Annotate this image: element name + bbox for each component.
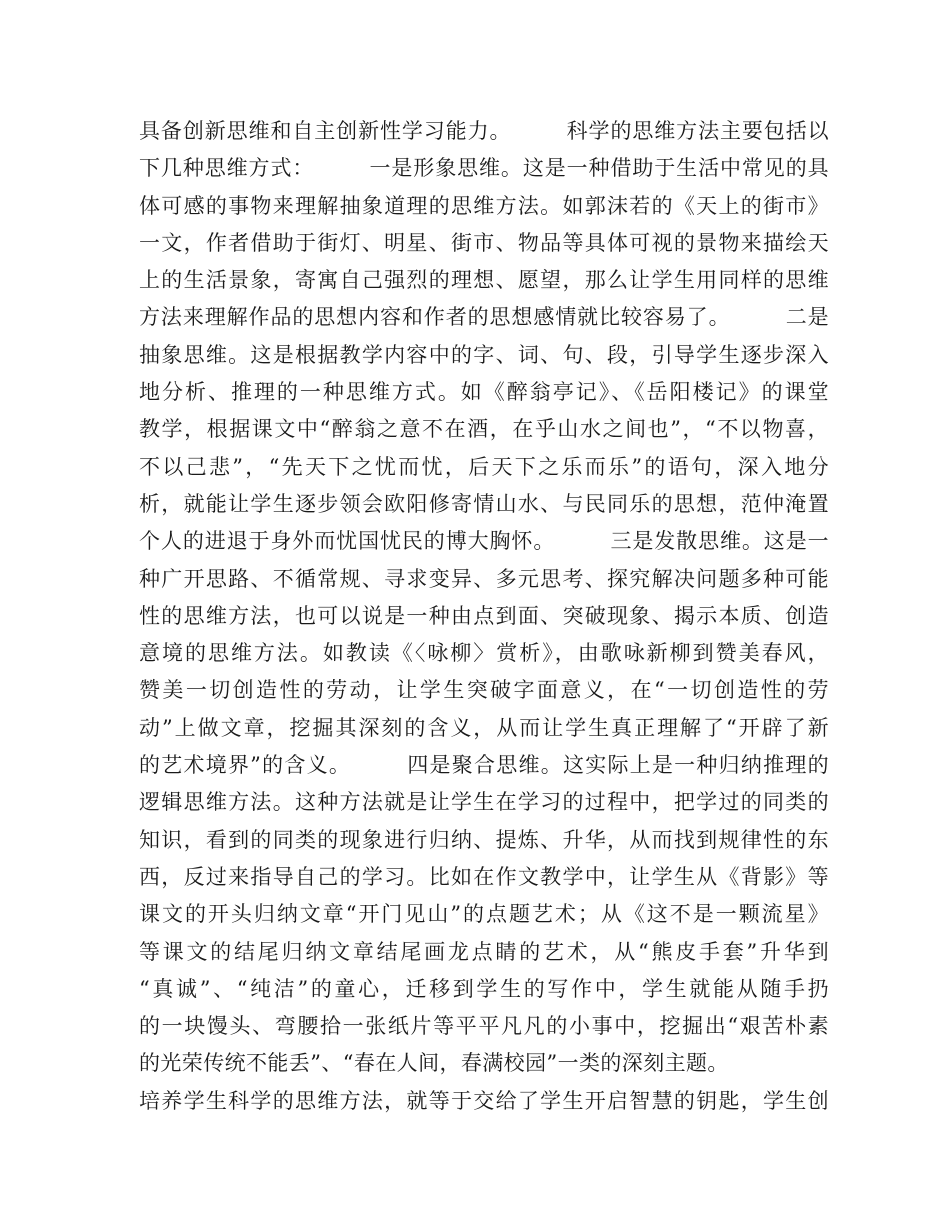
text-line-2: 下几种思维方式： 一是形象思维。这是一种借助于生活中常见的具 (139, 156, 829, 181)
text-line-6: 方法来理解作品的思想内容和作者的思想感情就比较容易了。 二是 (139, 305, 829, 330)
text-line-10: 不以己悲”，“先天下之忧而忧，后天下之乐而乐”的语句，深入地分 (139, 454, 829, 479)
text-line-23: 等课文的结尾归纳文章结尾画龙点睛的艺术，从“熊皮手套”升华到 (139, 939, 829, 964)
text-line-24: “真诚”、“纯洁”的童心，迁移到学生的写作中，学生就能从随手扔 (139, 976, 829, 1001)
text-line-21: 西，反过来指导自己的学习。比如在作文教学中，让学生从《背影》等 (139, 864, 829, 889)
text-line-4: 一文，作者借助于街灯、明星、街市、物品等具体可视的景物来描绘天 (139, 230, 829, 255)
text-line-20: 知识，看到的同类的现象进行归纳、提炼、升华，从而找到规律性的东 (139, 827, 829, 852)
text-line-27: 培养学生科学的思维方法，就等于交给了学生开启智慧的钥匙，学生创 (139, 1088, 829, 1113)
text-line-1: 具备创新思维和自主创新性学习能力。 科学的思维方法主要包括以 (139, 119, 829, 143)
text-line-18: 的艺术境界”的含义。 四是聚合思维。这实际上是一种归纳推理的 (139, 753, 829, 778)
text-line-15: 意境的思维方法。如教读《〈咏柳〉赏析》，由歌咏新柳到赞美春风， (139, 641, 829, 666)
text-line-9: 教学，根据课文中“醉翁之意不在酒，在乎山水之间也”，“不以物喜， (139, 417, 829, 442)
body-text (139, 113, 829, 1120)
text-line-3: 体可感的事物来理解抽象道理的思维方法。如郭沫若的《天上的街市》 (139, 193, 829, 218)
text-line-7: 抽象思维。这是根据教学内容中的字、词、句、段，引导学生逐步深入 (139, 342, 829, 367)
text-line-16: 赞美一切创造性的劳动，让学生突破字面意义，在“一切创造性的劳 (139, 678, 829, 703)
text-line-8: 地分析、推理的一种思维方式。如《醉翁亭记》、《岳阳楼记》的课堂 (139, 380, 829, 405)
text-line-22: 课文的开头归纳文章“开门见山”的点题艺术；从《这不是一颗流星》 (139, 902, 829, 927)
text-line-19: 逻辑思维方法。这种方法就是让学生在学习的过程中，把学过的同类的 (139, 790, 829, 815)
text-line-5: 上的生活景象，寄寓自己强烈的理想、愿望，那么让学生用同样的思维 (139, 268, 829, 293)
text-line-12: 个人的进退于身外而忧国忧民的博大胸怀。 三是发散思维。这是一 (139, 529, 829, 554)
text-line-26: 的光荣传统不能丢”、“春在人间，春满校园”一类的深刻主题。 (139, 1051, 729, 1076)
text-line-17: 动”上做文章，挖掘其深刻的含义，从而让学生真正理解了“开辟了新 (139, 715, 829, 740)
text-line-25: 的一块馒头、弯腰拾一张纸片等平平凡凡的小事中，挖掘出“艰苦朴素 (139, 1014, 829, 1039)
text-line-14: 性的思维方法，也可以说是一种由点到面、突破现象、揭示本质、创造 (139, 603, 829, 628)
text-line-11: 析，就能让学生逐步领会欧阳修寄情山水、与民同乐的思想，范仲淹置 (139, 491, 829, 516)
text-line-13: 种广开思路、不循常规、寻求变异、多元思考、探究解决问题多种可能 (139, 566, 829, 591)
